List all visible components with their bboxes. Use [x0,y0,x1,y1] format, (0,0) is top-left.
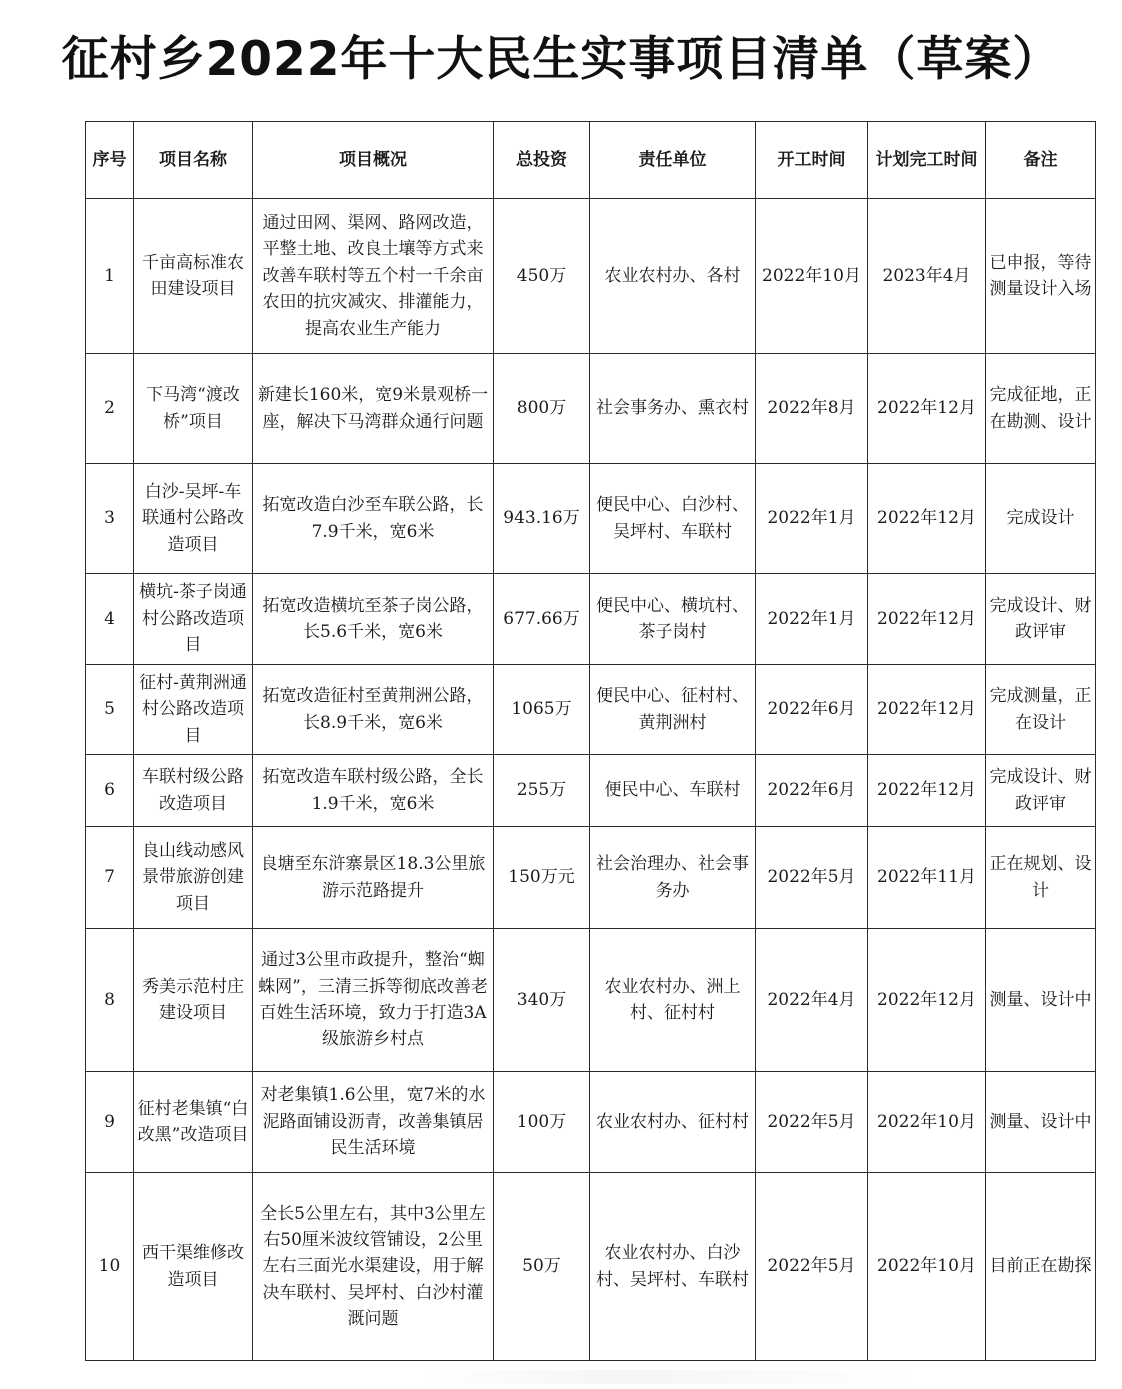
row-project-name: 征村-黄荆洲通村公路改造项目 [134,665,253,755]
header-overview: 项目概况 [253,122,494,199]
row-overview: 新建长160米，宽9米景观桥一座，解决下马湾群众通行问题 [253,354,494,464]
row-responsible-unit: 便民中心、白沙村、吴坪村、车联村 [590,464,756,574]
row-responsible-unit: 便民中心、车联村 [590,755,756,827]
row-project-name: 千亩高标准农田建设项目 [134,199,253,354]
row-overview: 全长5公里左右，其中3公里左右50厘米波纹管铺设，2公里左右三面光水渠建设，用于解决车联村、吴坪村、白沙村灌溉问题 [253,1173,494,1361]
row-remarks: 完成征地，正在勘测、设计 [986,354,1096,464]
table-row [86,574,1096,665]
row-investment: 50万 [494,1173,590,1361]
row-project-name: 白沙-吴坪-车联通村公路改造项目 [134,464,253,574]
row-index: 1 [86,199,134,354]
row-project-name: 秀美示范村庄建设项目 [134,929,253,1072]
table-row [86,199,1096,354]
page-title: 征村乡2022年十大民生实事项目清单（草案） [61,32,1061,87]
row-index: 7 [86,827,134,929]
project-table [85,121,1096,1361]
table-row [86,1173,1096,1361]
row-overview: 拓宽改造征村至黄荆洲公路，长8.9千米，宽6米 [253,665,494,755]
row-index: 4 [86,574,134,665]
row-remarks: 完成设计、财政评审 [986,574,1096,665]
row-project-name: 征村老集镇“白改黑”改造项目 [134,1072,253,1173]
row-start-time: 2022年6月 [756,665,868,755]
row-start-time: 2022年1月 [756,464,868,574]
row-planned-end: 2022年12月 [868,755,986,827]
row-index: 6 [86,755,134,827]
row-overview: 对老集镇1.6公里，宽7米的水泥路面铺设沥青，改善集镇居民生活环境 [253,1072,494,1173]
row-investment: 677.66万 [494,574,590,665]
row-project-name: 西干渠维修改造项目 [134,1173,253,1361]
row-investment: 800万 [494,354,590,464]
row-responsible-unit: 便民中心、征村村、黄荆洲村 [590,665,756,755]
row-responsible-unit: 社会治理办、社会事务办 [590,827,756,929]
row-start-time: 2022年4月 [756,929,868,1072]
row-start-time: 2022年5月 [756,1173,868,1361]
row-planned-end: 2022年12月 [868,354,986,464]
row-investment: 150万元 [494,827,590,929]
row-overview: 拓宽改造白沙至车联公路，长7.9千米，宽6米 [253,464,494,574]
row-planned-end: 2022年10月 [868,1072,986,1173]
row-remarks: 测量、设计中 [986,929,1096,1072]
row-project-name: 下马湾“渡改桥”项目 [134,354,253,464]
row-investment: 450万 [494,199,590,354]
row-start-time: 2022年10月 [756,199,868,354]
header-remarks: 备注 [986,122,1096,199]
table-header-row [86,122,1096,199]
row-overview: 良塘至东浒寨景区18.3公里旅游示范路提升 [253,827,494,929]
row-project-name: 车联村级公路改造项目 [134,755,253,827]
row-index: 3 [86,464,134,574]
row-remarks: 已申报，等待测量设计入场 [986,199,1096,354]
header-project-name: 项目名称 [134,122,253,199]
row-overview: 拓宽改造横坑至茶子岗公路，长5.6千米，宽6米 [253,574,494,665]
row-start-time: 2022年1月 [756,574,868,665]
row-project-name: 良山线动感风景带旅游创建项目 [134,827,253,929]
table-row [86,929,1096,1072]
row-project-name: 横坑-茶子岗通村公路改造项目 [134,574,253,665]
row-responsible-unit: 农业农村办、各村 [590,199,756,354]
row-remarks: 目前正在勘探 [986,1173,1096,1361]
row-planned-end: 2022年12月 [868,464,986,574]
row-index: 8 [86,929,134,1072]
row-planned-end: 2022年10月 [868,1173,986,1361]
header-start-time: 开工时间 [756,122,868,199]
row-index: 10 [86,1173,134,1361]
row-remarks: 完成设计 [986,464,1096,574]
table-row [86,665,1096,755]
row-index: 2 [86,354,134,464]
header-responsible-unit: 责任单位 [590,122,756,199]
row-responsible-unit: 社会事务办、熏衣村 [590,354,756,464]
row-overview: 拓宽改造车联村级公路，全长1.9千米，宽6米 [253,755,494,827]
table-row [86,827,1096,929]
row-remarks: 完成设计、财政评审 [986,755,1096,827]
header-planned-end: 计划完工时间 [868,122,986,199]
row-investment: 943.16万 [494,464,590,574]
row-responsible-unit: 农业农村办、征村村 [590,1072,756,1173]
header-investment: 总投资 [494,122,590,199]
row-planned-end: 2022年12月 [868,665,986,755]
header-index: 序号 [86,122,134,199]
row-responsible-unit: 农业农村办、洲上村、征村村 [590,929,756,1072]
row-planned-end: 2023年4月 [868,199,986,354]
row-remarks: 完成测量，正在设计 [986,665,1096,755]
row-start-time: 2022年6月 [756,755,868,827]
row-start-time: 2022年5月 [756,827,868,929]
table-row [86,354,1096,464]
row-start-time: 2022年5月 [756,1072,868,1173]
bottom-shadow [420,1370,920,1384]
row-planned-end: 2022年11月 [868,827,986,929]
row-planned-end: 2022年12月 [868,929,986,1072]
row-investment: 1065万 [494,665,590,755]
row-overview: 通过田网、渠网、路网改造，平整土地、改良土壤等方式来改善车联村等五个村一千余亩农田的抗灾减灾、排灌能力，提高农业生产能力 [253,199,494,354]
row-investment: 100万 [494,1072,590,1173]
table-row [86,755,1096,827]
row-remarks: 测量、设计中 [986,1072,1096,1173]
row-start-time: 2022年8月 [756,354,868,464]
row-planned-end: 2022年12月 [868,574,986,665]
row-index: 9 [86,1072,134,1173]
table-row [86,464,1096,574]
row-investment: 340万 [494,929,590,1072]
table-row [86,1072,1096,1173]
row-responsible-unit: 便民中心、横坑村、茶子岗村 [590,574,756,665]
row-index: 5 [86,665,134,755]
row-remarks: 正在规划、设计 [986,827,1096,929]
row-overview: 通过3公里市政提升，整治“蜘蛛网”，三清三拆等彻底改善老百姓生活环境，致力于打造3A级旅游乡村点 [253,929,494,1072]
row-investment: 255万 [494,755,590,827]
row-responsible-unit: 农业农村办、白沙村、吴坪村、车联村 [590,1173,756,1361]
